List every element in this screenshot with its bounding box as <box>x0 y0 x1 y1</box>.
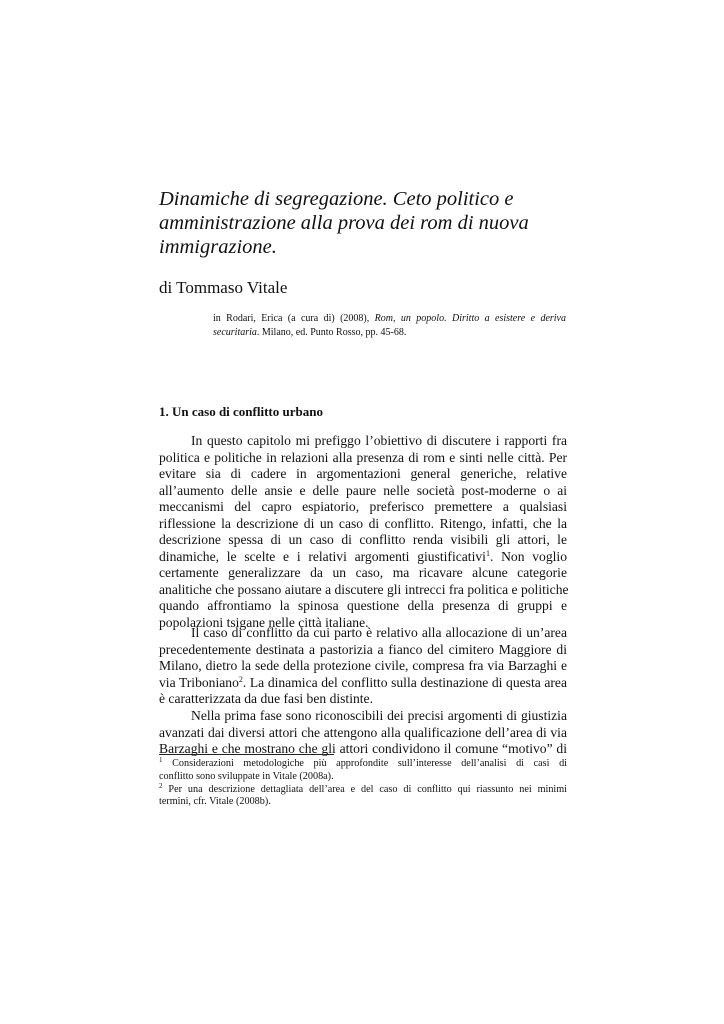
text-line: politica e politiche in relazioni alla presenza di rom e sinti nelle città. Per <box>159 449 567 465</box>
text-line: Nella prima fase sono riconoscibili dei precisi argomenti di giustizia <box>191 708 567 723</box>
author-byline: di Tommaso Vitale <box>159 278 288 297</box>
text-line: avanzati dai diversi attori che attengono alla qualificazione dell’area di via <box>159 724 567 740</box>
footnote-text: Per una descrizione dettagliata dell’area e del caso di conflitto qui riassunto nei minimi <box>162 783 567 795</box>
text-line: evitare sia di cadere in argomentazioni general generiche, relative <box>159 466 567 482</box>
paragraph-3 <box>159 708 567 758</box>
footnote-1 <box>159 758 567 784</box>
footnote-number: 1 <box>159 756 163 764</box>
source-citation <box>213 312 566 340</box>
text-line: certamente generalizzare da un caso, ma ricavare alcune categorie <box>159 565 567 581</box>
footnotes <box>159 758 567 809</box>
text-segment: via Triboniano <box>159 674 239 690</box>
footnote-line <box>159 758 567 771</box>
footnote-ref-2[interactable]: 2 <box>238 674 243 684</box>
text-line: all’aumento delle ansie e delle paure nelle società post-moderne o ai <box>159 482 567 498</box>
text-line: precedentemente destinata a pastorizia a fianco del cimitero Maggiore di <box>159 641 567 657</box>
footnote-line: termini, cfr. Vitale (2008b). <box>159 796 271 808</box>
text-line: popolazioni tsigane nelle città italiane. <box>159 615 369 631</box>
footnote-2 <box>159 781 567 810</box>
text-segment: . La dinamica del conflitto sulla destinazione di questa area <box>242 674 568 690</box>
footnote-text: Considerazioni metodologiche più approfondite sull’interesse dell’analisi di casi di <box>162 758 567 769</box>
text-line: Il caso di conflitto da cui parto è relativo alla allocazione di un’area <box>191 625 567 640</box>
title-line: amministrazione alla prova dei rom di nuova <box>159 212 529 234</box>
section-heading: 1. Un caso di conflitto urbano <box>159 404 323 419</box>
text-line <box>159 675 567 692</box>
text-line: Milano, dietro la sede della protezione civile, compresa fra via Barzaghi e <box>159 658 567 674</box>
citation-prefix: in Rodari, Erica (a cura di) (2008), <box>213 313 375 324</box>
footnote-ref-1[interactable]: 1 <box>485 548 490 558</box>
footnote-line <box>159 781 567 797</box>
text-line: quando affrontiamo la spinosa questione della presenza di gruppi e <box>159 598 567 614</box>
footnote-line: conflitto sono sviluppate in Vitale (2008a). <box>159 770 334 782</box>
paragraph-2 <box>159 625 567 708</box>
text-line: meccanismi del capro espiatorio, preferisco premettere a qualsiasi <box>159 499 567 515</box>
text-line: descrizione spessa di un caso di conflitto renda visibili gli attori, le <box>159 532 567 548</box>
paragraph-1 <box>159 433 567 632</box>
text-line: riflessione la descrizione di un caso di conflitto. Ritengo, infatti, che la <box>159 515 567 531</box>
text-segment: . Non voglio <box>489 548 567 564</box>
text-line: analitiche che possano aiutare a discutere gli intrecci fra politica e politiche <box>159 581 569 597</box>
title-line: Dinamiche di segregazione. Ceto politico e <box>159 188 514 210</box>
text-line: In questo capitolo mi prefiggo l’obiettivo di discutere i rapporti fra <box>191 433 567 448</box>
text-line <box>159 549 567 566</box>
text-line: è caratterizzata da due fasi ben distinte. <box>159 691 373 707</box>
article-title <box>159 187 579 259</box>
title-line: immigrazione. <box>159 236 277 258</box>
footnote-number: 2 <box>159 781 163 790</box>
footnote-divider <box>159 754 334 755</box>
citation-suffix: . Milano, ed. Punto Rosso, pp. 45-68. <box>256 327 407 338</box>
text-line: Barzaghi e che mostrano che gli attori condividono il comune “motivo” di <box>159 741 567 757</box>
text-segment: dinamiche, le scelte e i relativi argomenti giustificativi <box>159 548 486 564</box>
citation-book-title: Rom, un popolo. Diritto a esistere e deriva securitaria <box>213 313 566 338</box>
